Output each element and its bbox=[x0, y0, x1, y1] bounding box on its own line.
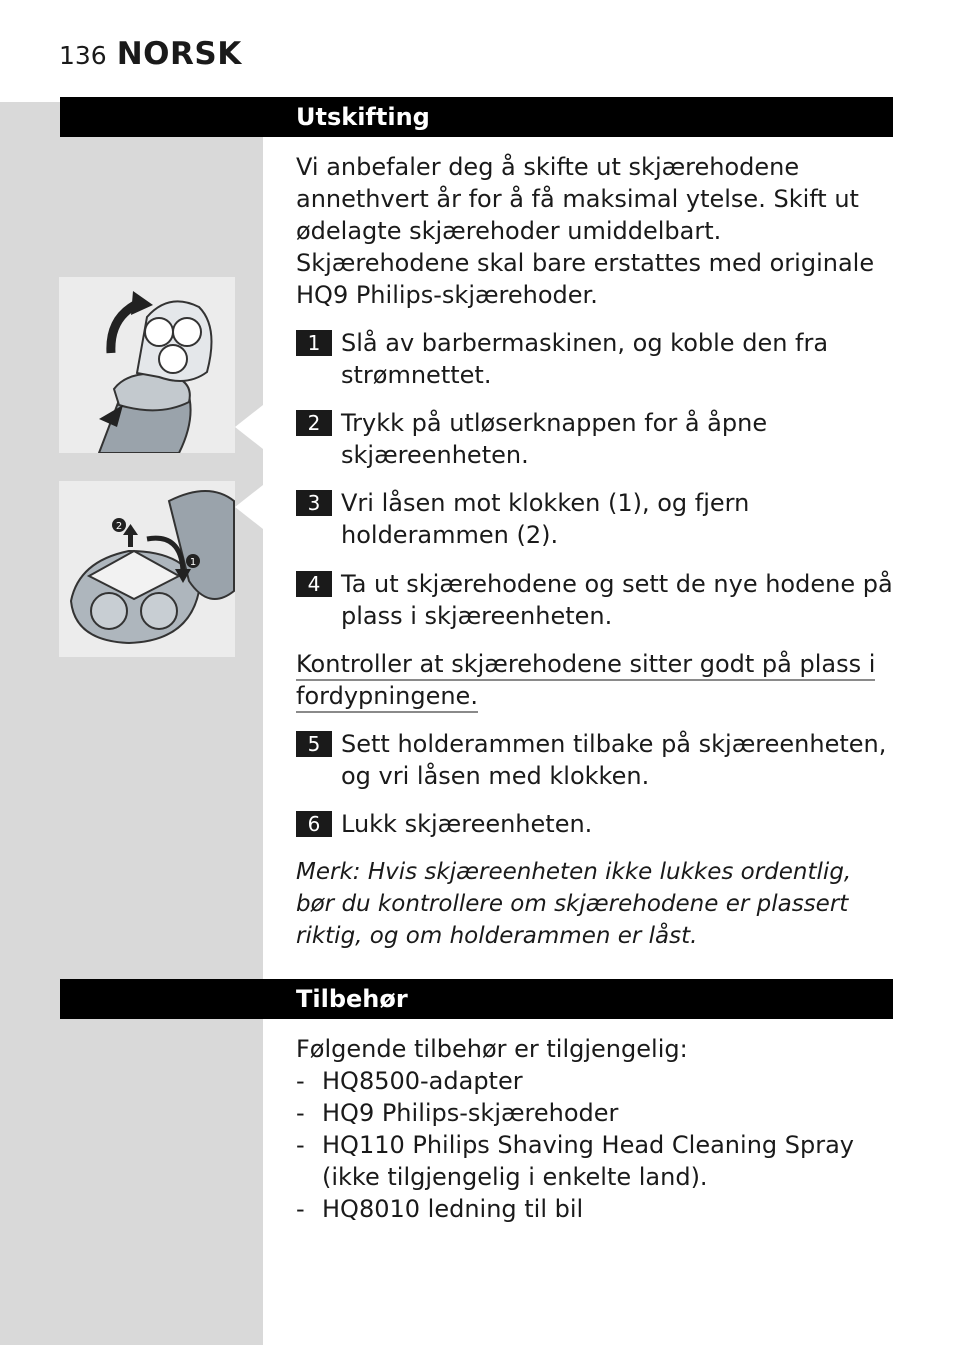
accessory-item: HQ8500-adapter bbox=[322, 1067, 523, 1095]
page-number: 136 bbox=[59, 41, 107, 70]
section-title: Tilbehør bbox=[296, 985, 408, 1013]
retaining-frame-illustration bbox=[59, 481, 235, 657]
list-item: - HQ9 Philips-skjærehoder bbox=[296, 1099, 619, 1127]
intro-paragraph-2: Skjærehodene skal bare erstattes med originale HQ9 Philips-skjærehoder. bbox=[296, 249, 875, 309]
step-number: 6 bbox=[296, 811, 332, 837]
step-text: Lukk skjæreenheten. bbox=[341, 810, 593, 838]
intro-paragraph-1: Vi anbefaler deg å skifte ut skjærehodene annethvert år for å få maksimal ytelse. Skift ut ødelagte skjærehoder umiddelbart. bbox=[296, 153, 859, 245]
accessory-item: HQ9 Philips-skjærehoder bbox=[322, 1099, 619, 1127]
step-4 bbox=[296, 568, 896, 632]
illustration-pointer-1 bbox=[235, 405, 263, 449]
accessory-item: HQ8010 ledning til bil bbox=[322, 1195, 584, 1223]
step-number: 1 bbox=[296, 330, 332, 356]
step-3 bbox=[296, 487, 896, 551]
lock-label-1: 1 bbox=[189, 557, 197, 568]
step-text: Slå av barbermaskinen, og koble den fra strømnettet. bbox=[341, 329, 829, 389]
page-header bbox=[59, 36, 242, 72]
step-text: Ta ut skjærehodene og sett de nye hodene på plass i skjæreenheten. bbox=[341, 570, 893, 630]
accessory-item: HQ110 Philips Shaving Head Cleaning Spray (ikke tilgjengelig i enkelte land). bbox=[322, 1131, 855, 1191]
callout-check-heads bbox=[296, 648, 896, 712]
accessories-content bbox=[296, 1033, 896, 1225]
step-text: Trykk på utløserknappen for å åpne skjæreenheten. bbox=[341, 409, 768, 469]
step-1 bbox=[296, 327, 896, 391]
intro-text bbox=[296, 151, 896, 311]
section-title: Utskifting bbox=[296, 103, 430, 131]
step-text: Sett holderammen tilbake på skjæreenheten, og vri låsen med klokken. bbox=[341, 730, 887, 790]
section-header-replace bbox=[60, 97, 893, 137]
note-text: Merk: Hvis skjæreenheten ikke lukkes ordentlig, bør du kontrollere om skjærehodene er plassert riktig, og om holderammen er låst. bbox=[296, 859, 852, 949]
step-number: 3 bbox=[296, 490, 332, 516]
illustration-pointer-2 bbox=[235, 485, 263, 529]
accessories-intro: Følgende tilbehør er tilgjengelig: bbox=[296, 1035, 688, 1063]
step-number: 2 bbox=[296, 410, 332, 436]
step-5 bbox=[296, 728, 896, 792]
callout-text: Kontroller at skjærehodene sitter godt på plass i fordypningene. bbox=[296, 650, 875, 713]
section-header-accessories bbox=[60, 979, 893, 1019]
step-number: 5 bbox=[296, 731, 332, 757]
step-2 bbox=[296, 407, 896, 471]
list-item: - HQ110 Philips Shaving Head Cleaning Spray (ikke tilgjengelig i enkelte land). bbox=[296, 1129, 896, 1193]
step-text: Vri låsen mot klokken (1), og fjern holderammen (2). bbox=[341, 489, 750, 549]
step-number: 4 bbox=[296, 571, 332, 597]
shaver-open-illustration bbox=[59, 277, 235, 453]
step-6 bbox=[296, 808, 896, 840]
list-item: - HQ8500-adapter bbox=[296, 1067, 523, 1095]
frame-label-2: 2 bbox=[115, 521, 123, 532]
illustration-remove-frame bbox=[59, 481, 235, 657]
page-language-title: NORSK bbox=[116, 36, 242, 72]
illustration-open-unit bbox=[59, 277, 235, 453]
list-item: - HQ8010 ledning til bil bbox=[296, 1195, 584, 1223]
